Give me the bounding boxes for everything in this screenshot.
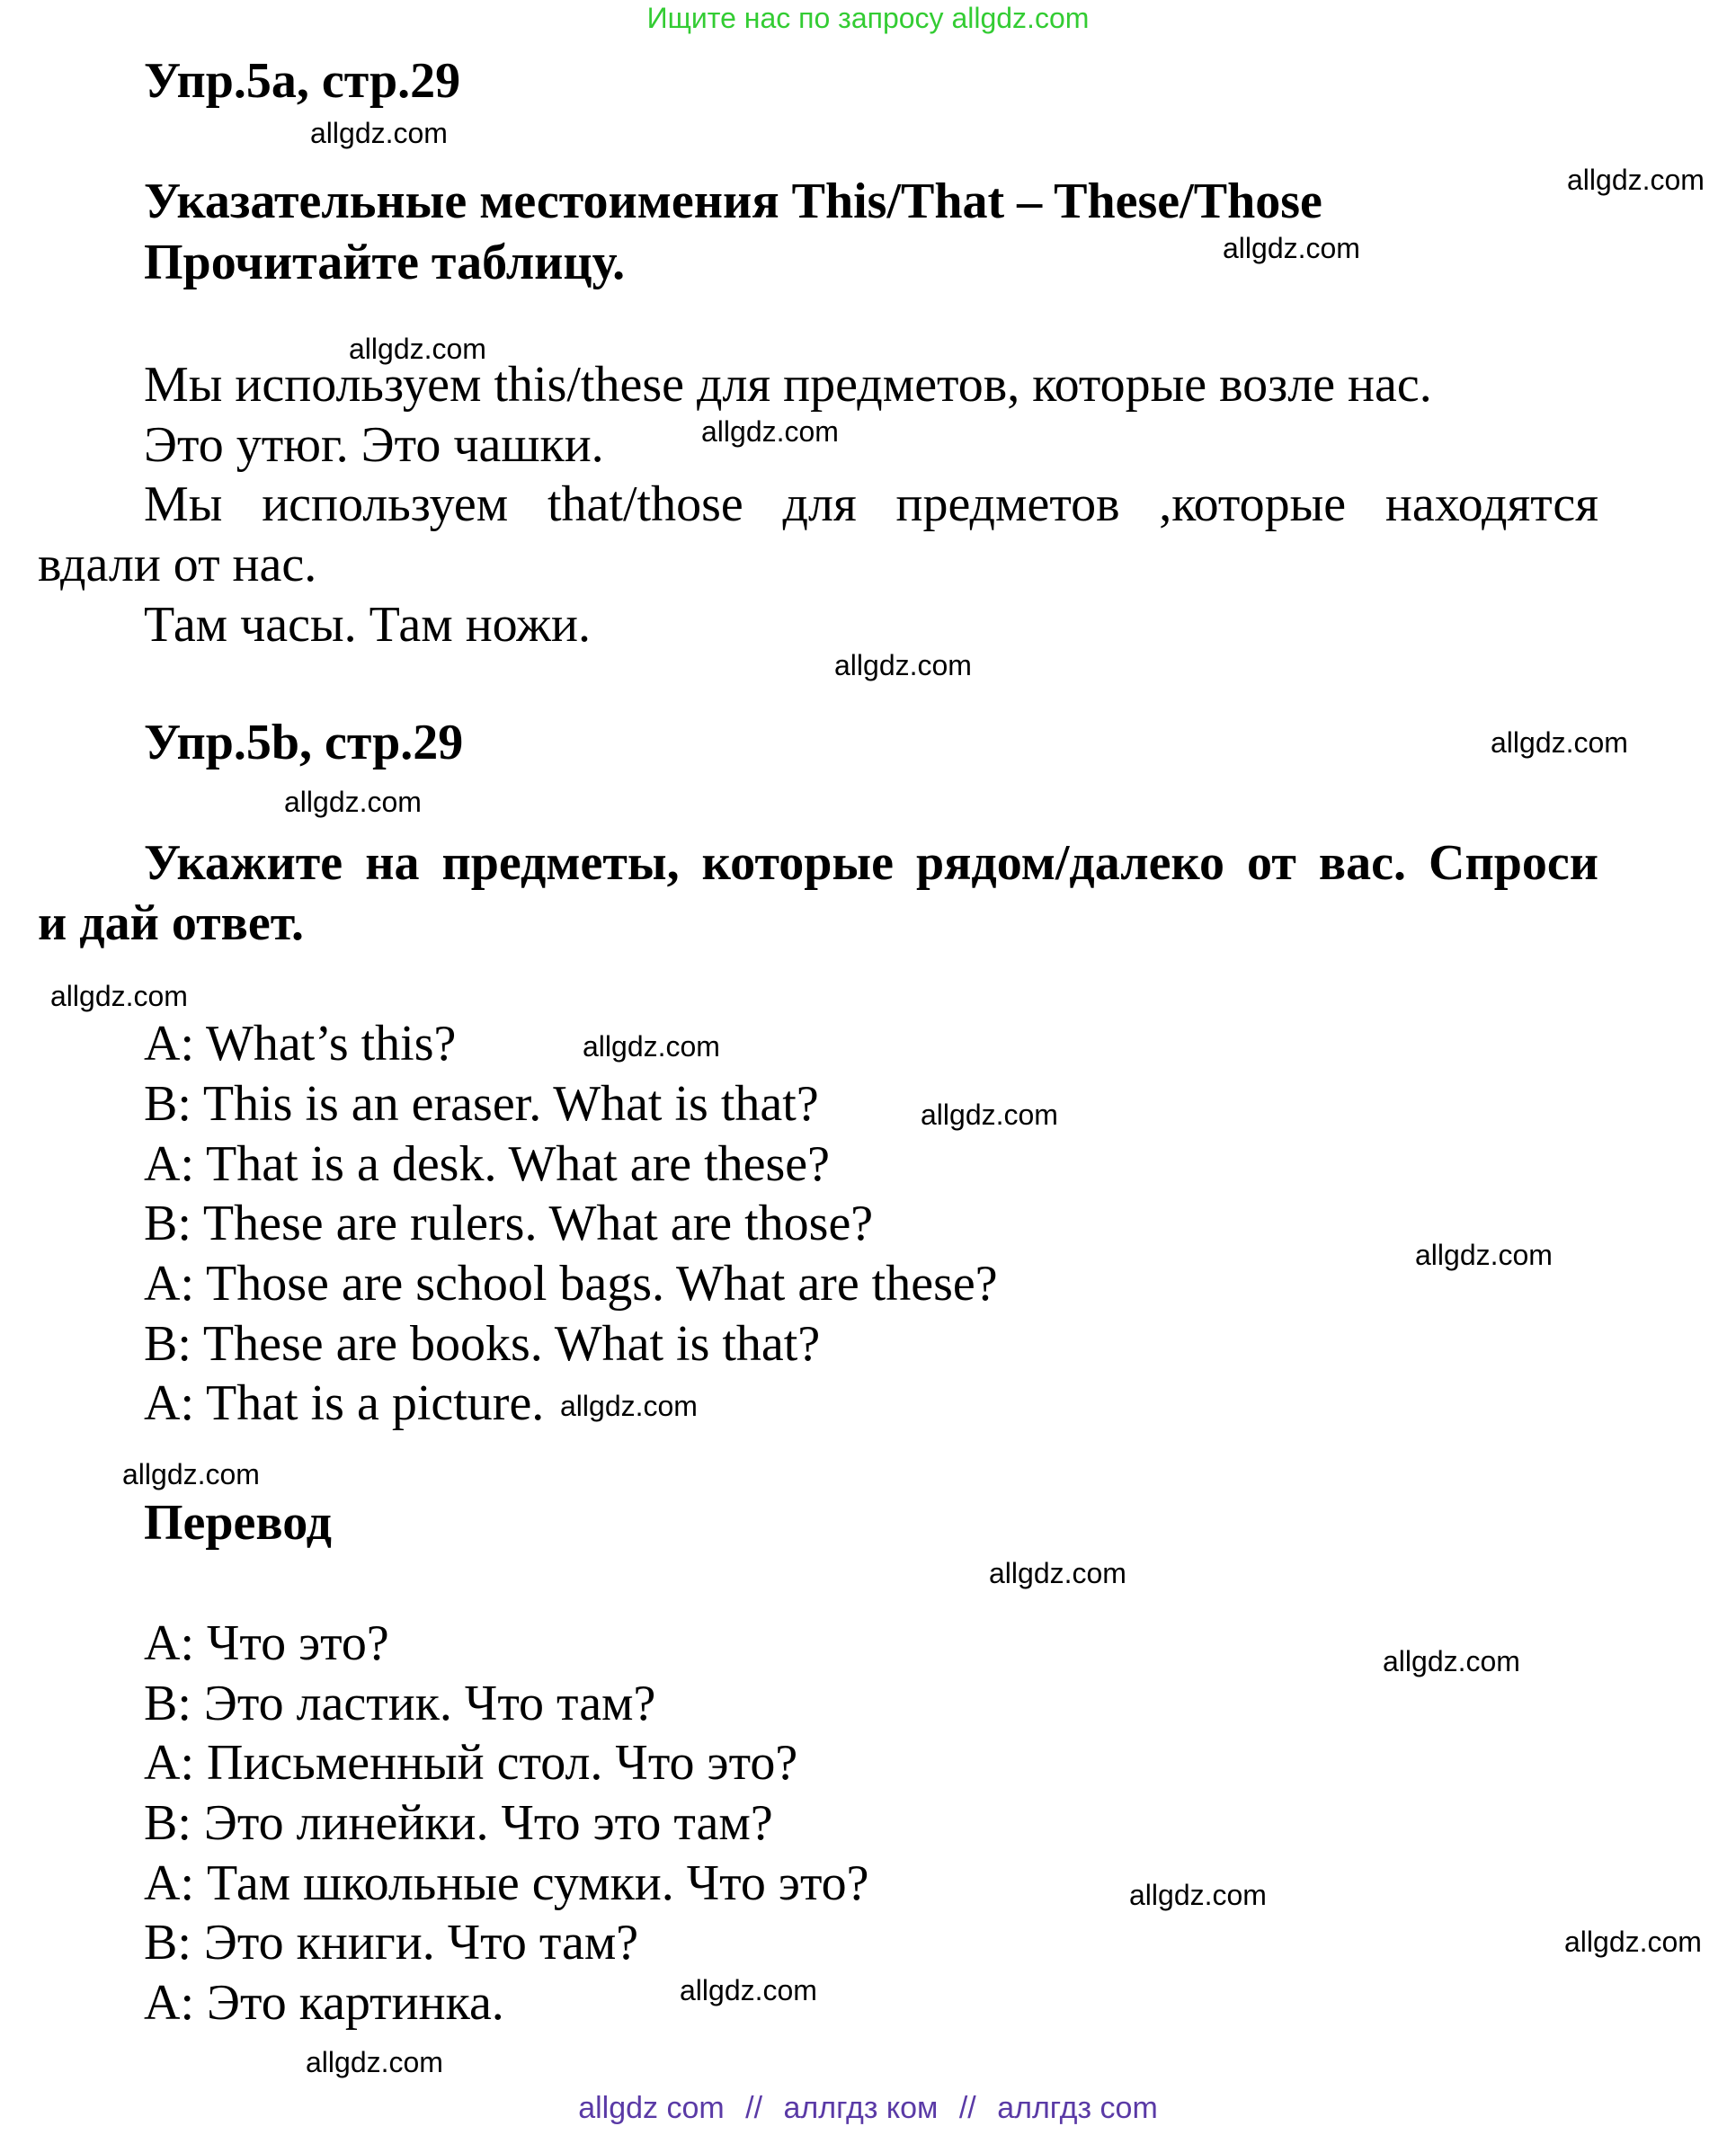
watermark-text: allgdz.com (834, 649, 972, 681)
translation-line: А: Письменный стол. Что это? (144, 1735, 798, 1791)
rule-line: Мы используем that/those для предметов ,которые находятся (144, 476, 1598, 532)
translation-line: В: Это книги. Что там? (144, 1915, 639, 1970)
translation-line: В: Это линейки. Что это там? (144, 1795, 773, 1851)
translation-line: В: Это ластик. Что там? (144, 1676, 656, 1731)
watermark-text: allgdz.com (50, 980, 188, 1012)
exercise-5b-title: Упр.5b, стр.29 (144, 715, 464, 770)
dialogue-line: B: This is an eraser. What is that? (144, 1076, 819, 1132)
dialogue-line: A: What’s this? (144, 1016, 457, 1072)
watermark-text: allgdz.com (1567, 164, 1705, 196)
watermark-text: allgdz.com (921, 1099, 1058, 1131)
watermark-text: allgdz.com (989, 1557, 1126, 1589)
watermark-text: allgdz.com (310, 117, 448, 149)
watermark-text: allgdz.com (1223, 232, 1360, 264)
translation-title: Перевод (144, 1495, 332, 1551)
translation-line: А: Это картинка. (144, 1975, 504, 2031)
rule-line: Мы используем this/these для предметов, которые возле нас. (144, 357, 1432, 413)
footer-separator: // (958, 2091, 976, 2125)
top-banner[interactable]: Ищите нас по запросу allgdz.com (646, 2, 1090, 34)
footer-links (0, 2091, 1736, 2126)
watermark-text: allgdz.com (583, 1030, 720, 1063)
watermark-text: allgdz.com (680, 1974, 817, 2006)
footer-link-allgdz[interactable]: allgdz com (578, 2091, 725, 2125)
footer-link-allgdz-cyrillic[interactable]: аллгдз ком (783, 2091, 939, 2125)
dialogue-line: A: That is a desk. What are these? (144, 1136, 830, 1192)
translation-line: А: Там школьные сумки. Что это? (144, 1855, 869, 1911)
exercise-5b-task-line1: Укажите на предметы, которые рядом/далеко от вас. Спроси (144, 835, 1598, 891)
footer-separator: // (745, 2091, 763, 2125)
rule-line-continuation: вдали от нас. (38, 537, 317, 592)
example-line: Там часы. Там ножи. (144, 597, 591, 653)
exercise-5a-title: Упр.5а, стр.29 (144, 53, 461, 109)
watermark-text: allgdz.com (284, 786, 422, 818)
watermark-text: allgdz.com (1564, 1926, 1702, 1958)
exercise-5a-subtitle-line2: Прочитайте таблицу. (144, 235, 626, 290)
watermark-text: allgdz.com (1129, 1879, 1267, 1911)
watermark-text: allgdz.com (1491, 726, 1628, 759)
example-line: Это утюг. Это чашки. (144, 417, 604, 473)
watermark-text: allgdz.com (701, 415, 839, 448)
watermark-text: allgdz.com (122, 1458, 260, 1490)
watermark-text: allgdz.com (1415, 1239, 1553, 1271)
watermark-text: allgdz.com (306, 2046, 443, 2078)
exercise-5a-subtitle-line1: Указательные местоимения This/That – These/Those (144, 173, 1322, 229)
dialogue-line: B: These are rulers. What are those? (144, 1196, 874, 1251)
dialogue-line: B: These are books. What is that? (144, 1316, 821, 1372)
exercise-5b-task-line2: и дай ответ. (38, 895, 305, 951)
watermark-text: allgdz.com (560, 1390, 698, 1422)
translation-line: А: Что это? (144, 1615, 389, 1671)
dialogue-line: A: That is a picture. (144, 1375, 545, 1431)
footer-link-allgdz-mixed[interactable]: аллгдз com (997, 2091, 1158, 2125)
watermark-text: allgdz.com (1383, 1645, 1520, 1677)
watermark-text: allgdz.com (349, 333, 486, 365)
dialogue-line: A: Those are school bags. What are these? (144, 1256, 998, 1312)
